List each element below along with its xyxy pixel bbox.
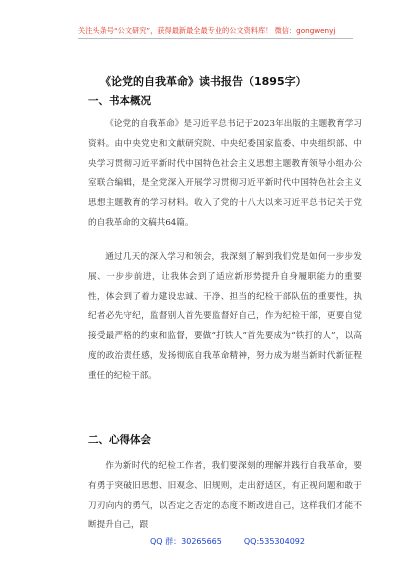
document-title: 《论党的自我革命》读书报告（1895字） bbox=[100, 75, 307, 88]
footer-qq-group: QQ 群：30265665 bbox=[150, 537, 222, 546]
paragraph-overview-1: 《论党的自我革命》是习近平总书记于2023年出版的主题教育学习资料。由中央党史和文献研究院、中央纪委国家监委、中央组织部、中央学习贯彻习近平新时代中国特色社会主义思想主题教育领导小组办公室联合编辑，是全党深入开展学习贯彻习近平新时代中国特色社会主义思想主题教育的学习材料。收入了党的十八大以来习近平总书记关于党的自我革命的文稿共64篇。 bbox=[88, 119, 362, 228]
paragraph-reflections-1: 作为新时代的纪检工作者，我们要深刻的理解并践行自我革命，要有勇于突破旧思想、旧观念、旧规则，走出舒适区，有正视问题和敢于刀刃向内的勇气，以否定之否定的态度不断改进自己，这样我们才能不断提升自己，跟 bbox=[88, 461, 362, 531]
footer-qq: QQ:535304092 bbox=[243, 537, 305, 546]
section-heading-reflections: 二、心得体会 bbox=[88, 434, 151, 446]
footer-contact bbox=[150, 536, 305, 547]
section-heading-overview: 一、书本概况 bbox=[88, 95, 151, 107]
header-divider bbox=[78, 38, 353, 39]
paragraph-overview-2: 通过几天的深入学习和领会，我深刻了解到我们党是如何一步步发展、一步步前进，让我体会到了适应新形势提升自身履职能力的重要性，体会到了着力建设忠诚、干净、担当的纪检干部队伍的重要性，执纪者必先守纪，监督别人首先要监督好自己，作为纪检干部，更要自觉接受最严格的约束和监督，要做“打铁人”首先要成为“铁打的人”，以高度的政治责任感，发扬彻底自我革命精神，努力成为堪当新时代新征程重任的纪检干部。 bbox=[88, 252, 362, 381]
header-banner: 关注头条号“公文研究”，获得最新最全最专业的公文资料库！ 微信：gongwenyj bbox=[78, 26, 336, 35]
